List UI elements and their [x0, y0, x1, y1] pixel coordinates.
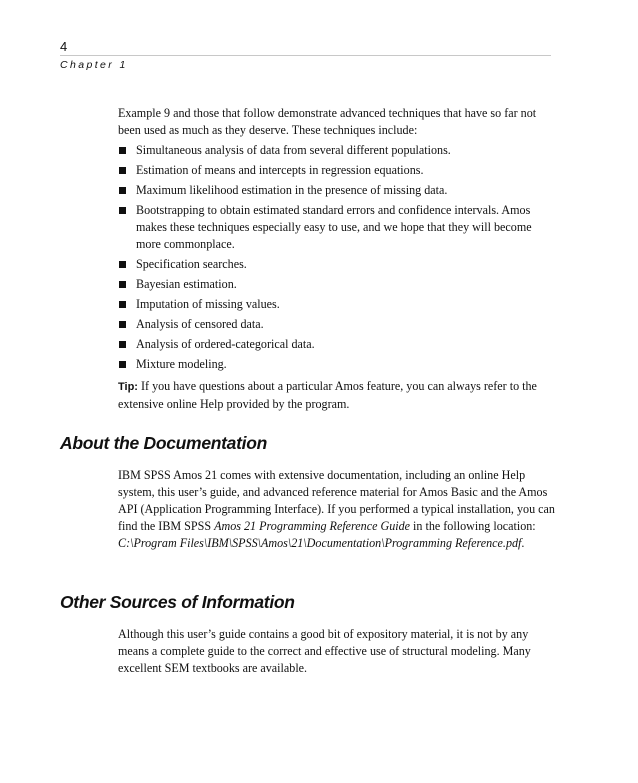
list-item-text: Imputation of missing values. [136, 297, 280, 311]
list-item-text: Specification searches. [136, 257, 247, 271]
list-item [118, 316, 558, 333]
header-rule [60, 55, 551, 56]
list-item [118, 256, 558, 273]
list-item-text: Mixture modeling. [136, 357, 227, 371]
square-bullet-icon [119, 167, 126, 174]
documentation-text: . [521, 536, 525, 550]
list-item [118, 182, 558, 199]
page-number: 4 [60, 39, 68, 54]
other-sources-section [118, 626, 558, 677]
square-bullet-icon [119, 281, 126, 288]
list-item-text: Bayesian estimation. [136, 277, 237, 291]
square-bullet-icon [119, 147, 126, 154]
list-item [118, 142, 558, 159]
documentation-text: IBM SPSS Amos 21 comes with extensive documentation, including an online Help system, this user’s guide, and advanced reference material for Amos Basic and the Amos API (Application Programming Interface). If you performed a typical installation, you can find the IBM SPSS [118, 468, 555, 533]
list-item-text: Bootstrapping to obtain estimated standard errors and confidence intervals. Amos makes these techniques especially easy to use, and we hope that they will become more commonplace. [136, 203, 532, 251]
other-sources-paragraph: Although this user’s guide contains a good bit of expository material, it is not by any means a complete guide to the correct and effective use of structural modeling. Many excellent SEM textbooks are available. [118, 627, 531, 675]
intro-paragraph: Example 9 and those that follow demonstrate advanced techniques that have so far not been used as much as they deserve. These techniques include: [118, 106, 537, 137]
section-heading-other-sources: Other Sources of Information [60, 592, 295, 612]
reference-guide-path: C:\Program Files\IBM\SPSS\Amos\21\Documentation\Programming Reference.pdf [118, 536, 522, 550]
list-item-text: Analysis of ordered-categorical data. [136, 337, 315, 351]
square-bullet-icon [119, 261, 126, 268]
square-bullet-icon [119, 321, 126, 328]
list-item [118, 276, 558, 293]
square-bullet-icon [119, 341, 126, 348]
square-bullet-icon [119, 207, 126, 214]
tip-text: If you have questions about a particular Amos feature, you can always refer to the extensive online Help provided by the program. [118, 379, 537, 411]
square-bullet-icon [119, 187, 126, 194]
intro-section [118, 105, 558, 413]
list-item-text: Simultaneous analysis of data from several different populations. [136, 143, 451, 157]
technique-list [118, 142, 558, 373]
list-item-text: Analysis of censored data. [136, 317, 264, 331]
list-item-text: Estimation of means and intercepts in regression equations. [136, 163, 424, 177]
list-item [118, 336, 558, 353]
documentation-paragraph [118, 467, 558, 552]
documentation-text: in the following location: [410, 519, 536, 533]
tip-paragraph [118, 378, 558, 413]
reference-guide-title: Amos 21 Programming Reference Guide [214, 519, 411, 533]
chapter-label: Chapter 1 [60, 59, 128, 71]
list-item [118, 162, 558, 179]
list-item-text: Maximum likelihood estimation in the presence of missing data. [136, 183, 448, 197]
square-bullet-icon [119, 361, 126, 368]
tip-label: Tip: [118, 381, 138, 393]
square-bullet-icon [119, 301, 126, 308]
documentation-section [118, 467, 558, 552]
section-heading-documentation: About the Documentation [60, 433, 267, 453]
list-item [118, 202, 558, 253]
list-item [118, 296, 558, 313]
list-item [118, 356, 558, 373]
